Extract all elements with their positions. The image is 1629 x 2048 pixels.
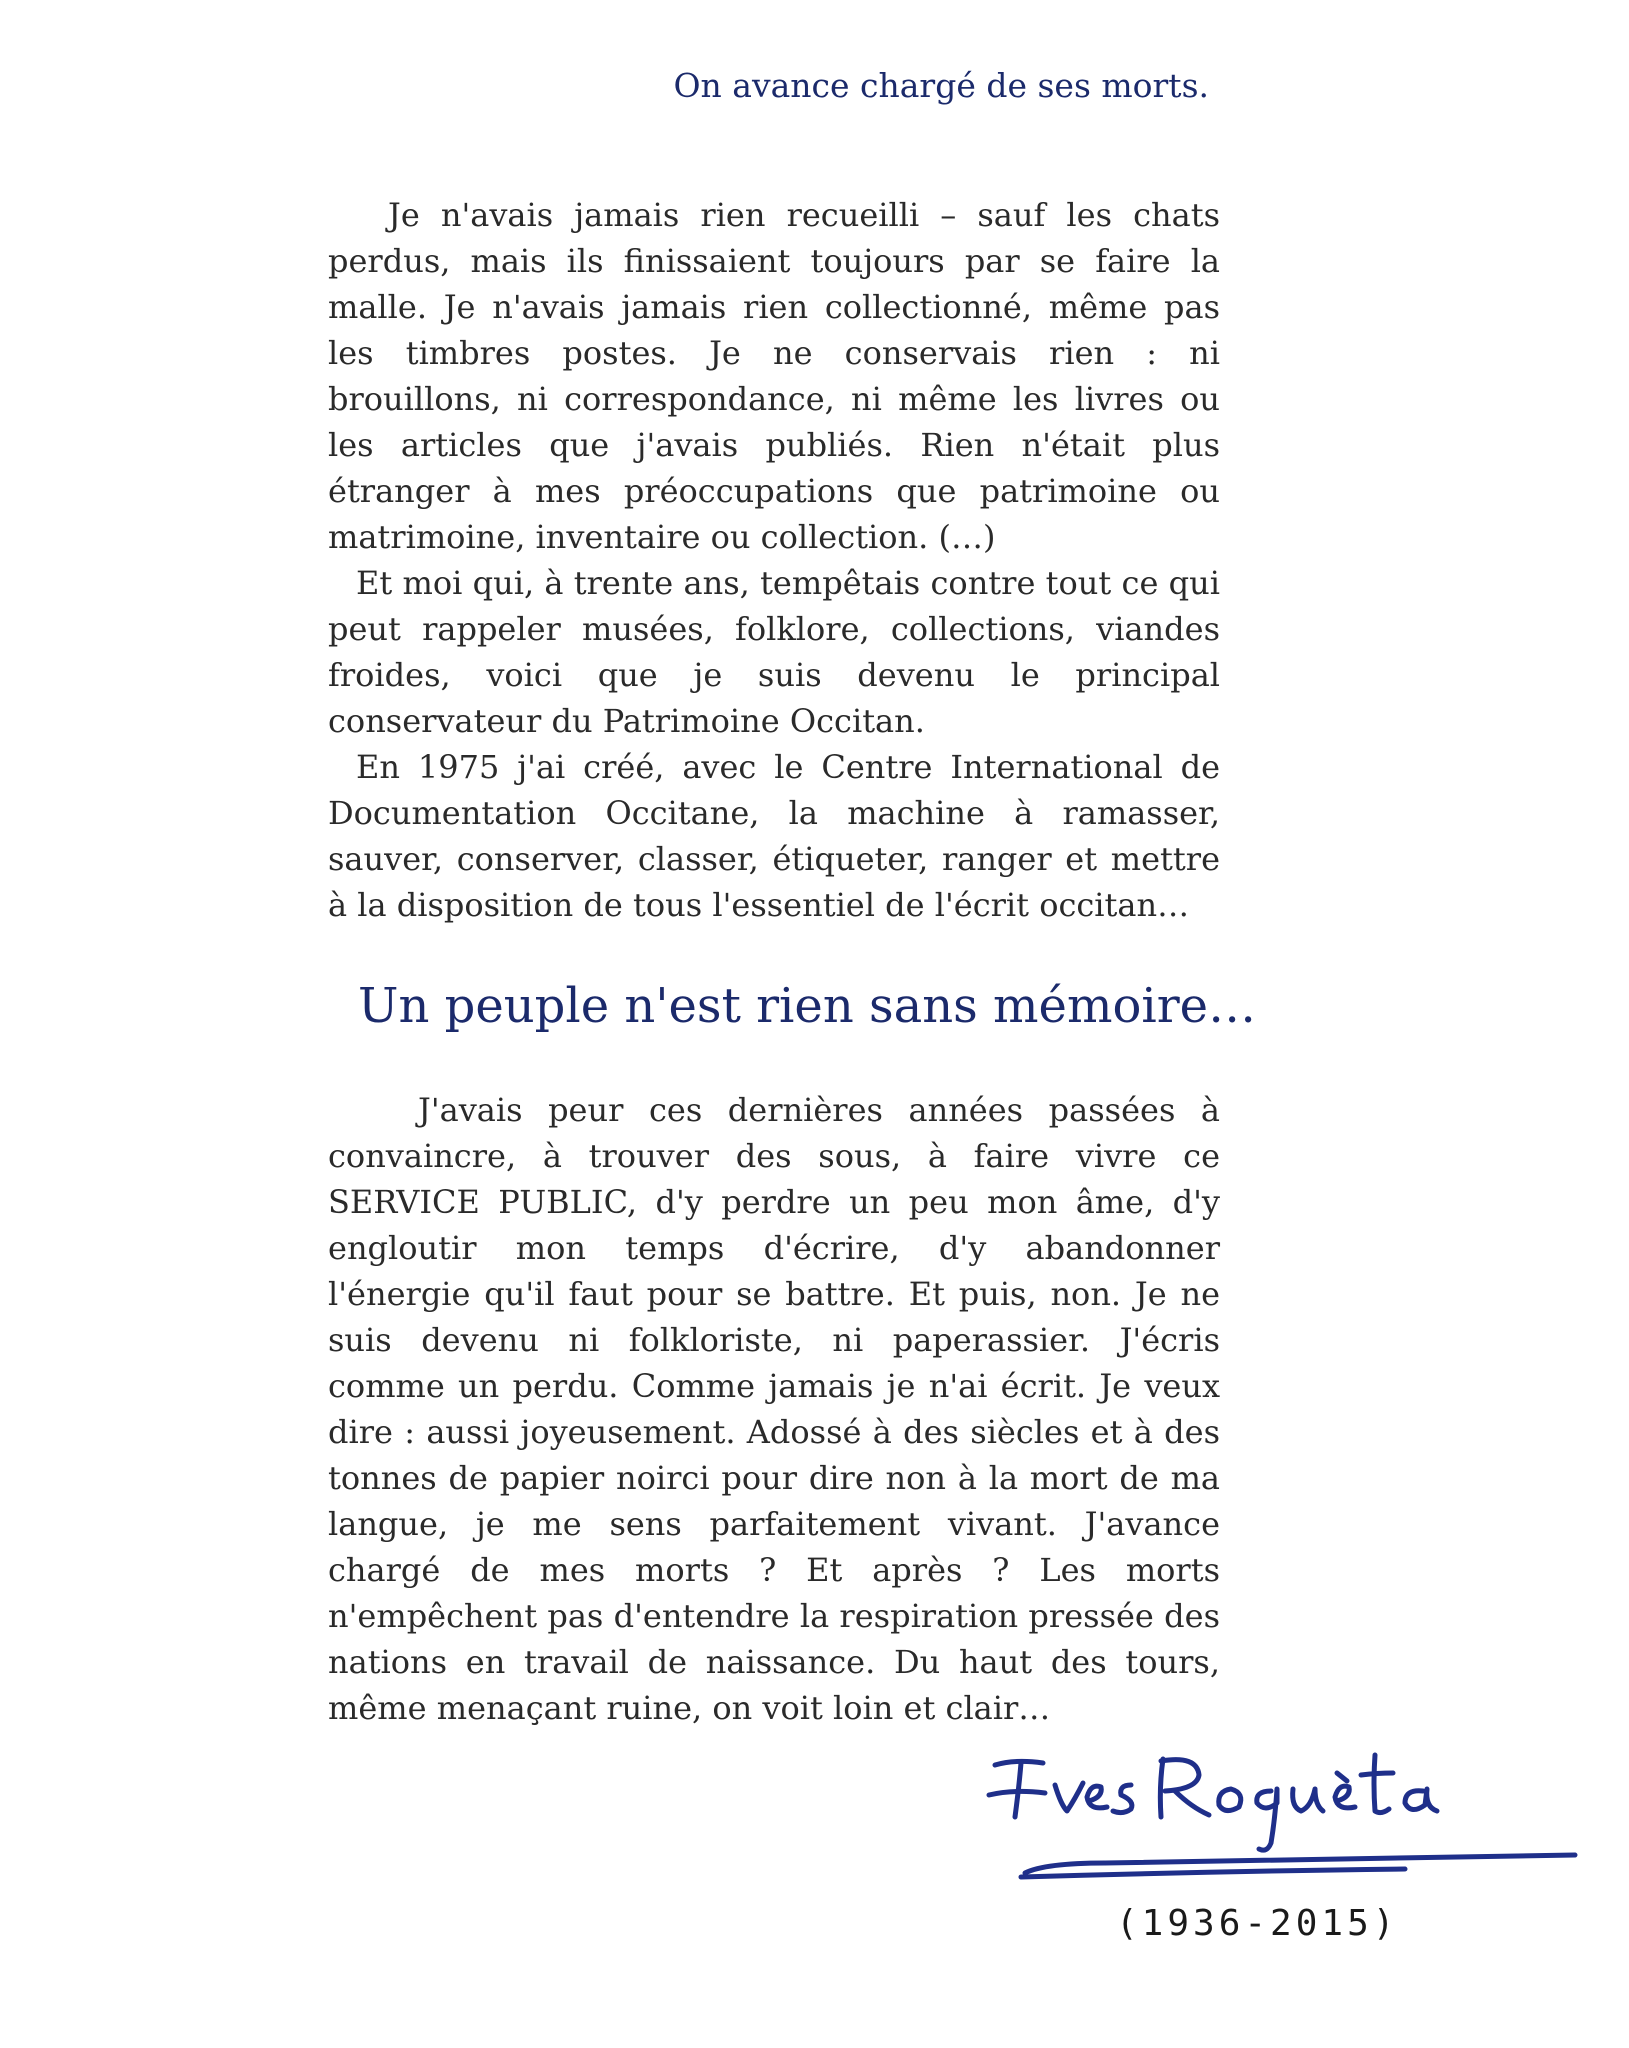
text-section-two bbox=[328, 1087, 1220, 1731]
paragraph: En 1975 j'ai créé, avec le Centre International de Documentation Occitane, la machine à ramasser, sauver, conserver, classer, étiqueter, ranger et mettre à la disposition de tous l'essentiel de l'écrit occitan… bbox=[328, 748, 1220, 924]
life-years: (1936-2015) bbox=[1116, 1903, 1399, 1944]
handwritten-signature bbox=[985, 1745, 1585, 1895]
paragraph: Et moi qui, à trente ans, tempêtais contre tout ce qui peut rappeler musées, folklore, collections, viandes froides, voici que je suis devenu le principal conservateur du Patrimoine Occitan. bbox=[328, 564, 1220, 740]
epigraph: On avance chargé de ses morts. bbox=[673, 66, 1209, 105]
text-section-one bbox=[328, 192, 1220, 928]
paragraph: J'avais peur ces dernières années passées à convaincre, à trouver des sous, à faire vivre ce SERVICE PUBLIC, d'y perdre un peu mon âme, d'y engloutir mon temps d'écrire, d'y abandonner l'énergie qu'il faut pour se battre. Et puis, non. Je ne suis devenu ni folkloriste, ni paperassier. J'écris comme un perdu. Comme jamais je n'ai écrit. Je veux dire : aussi joyeusement. Adossé à des siècles et à des tonnes de papier noirci pour dire non à la mort de ma langue, je me sens parfaitement vivant. J'avance chargé de mes morts ? Et après ? Les morts n'empêchent pas d'entendre la respiration pressée des nations en travail de naissance. Du haut des tours, même menaçant ruine, on voit loin et clair… bbox=[328, 1091, 1220, 1727]
section-heading: Un peuple n'est rien sans mémoire… bbox=[358, 978, 1257, 1034]
paragraph: Je n'avais jamais rien recueilli – sauf les chats perdus, mais ils finissaient toujours par se faire la malle. Je n'avais jamais rien collectionné, même pas les timbres postes. Je ne conservais rien : ni brouillons, ni correspondance, ni même les livres ou les articles que j'avais publiés. Rien n'était plus étranger à mes préoccupations que patrimoine ou matrimoine, inventaire ou collection. (…) bbox=[328, 196, 1220, 556]
